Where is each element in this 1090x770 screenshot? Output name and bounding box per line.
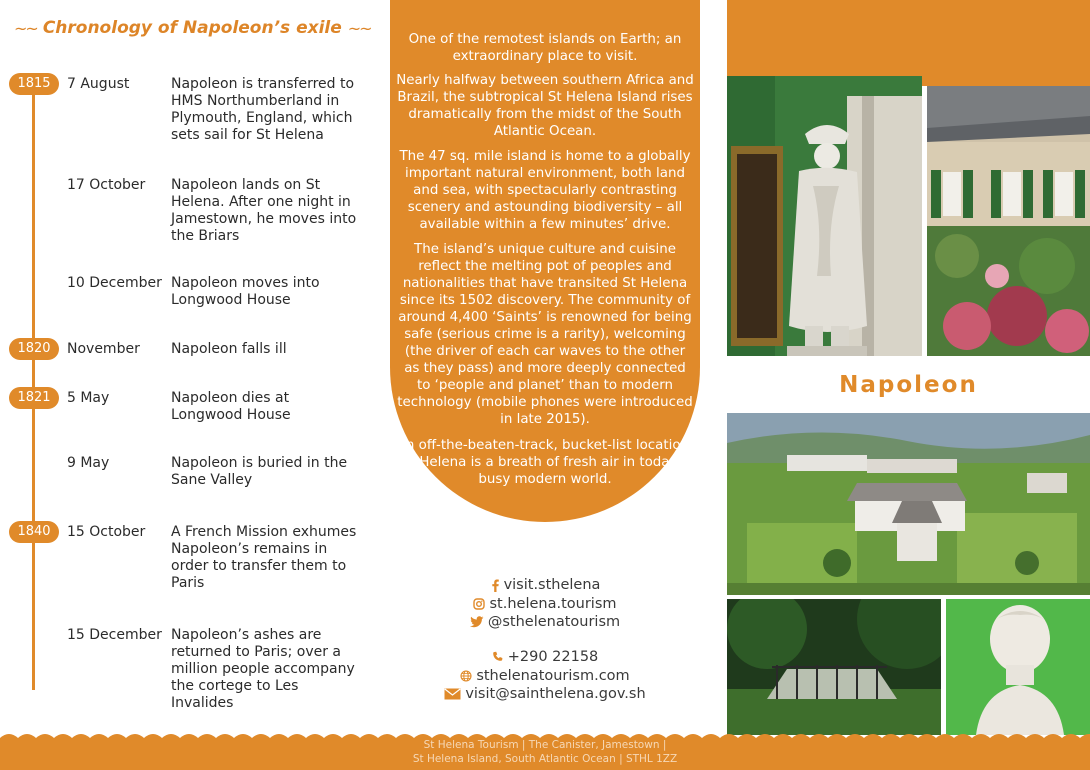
instagram-link[interactable] [390,595,700,614]
instagram-icon [473,598,485,610]
wave-ornament-left: ~~ [14,18,37,38]
year-badge: 1815 [9,73,59,95]
year-badge: 1821 [9,387,59,409]
footer-line-1: St Helena Tourism | The Canister, Jamestown | [423,739,667,751]
tomb-photo [727,599,941,735]
longwood-aerial-photo [727,413,1090,595]
year-badge: 1840 [9,521,59,543]
entry-description: A French Mission exhumes Napoleon’s remains in order to transfer them to Paris [171,524,357,591]
intro-paragraph: Nearly halfway between southern Africa and Brazil, the subtropical St Helena Island rises dramatically from the midst of the South Atlantic Ocean. [396,73,694,139]
intro-paragraph: The island’s unique culture and cuisine reflect the melting pot of peoples and nationalities that have transited St Helena since its 1502 discovery. The community of around 4,400 ‘Saints’ is renowned for being safe (serious crime is a rarity), welcoming (the driver of each car waves to the other as they pass) and more deeply connected to ‘people and planet’ than to modern technology (mobile phones were introduced in late 2015). [397,242,693,427]
entry-date: 7 August [67,76,130,92]
facebook-link[interactable] [390,576,700,595]
phone-number: +290 22158 [507,649,599,665]
phone-link[interactable] [390,648,700,667]
entry-date: 15 December [67,627,162,643]
intro-paragraph: The 47 sq. mile island is home to a globally important natural environment, both land and sea, with spectacularly contrasting scenery and astounding biodiversity – all available within a few minutes’ drive. [399,149,691,232]
napoleon-bust-photo [946,599,1090,735]
orange-header-band [727,0,1090,86]
twitter-icon [470,616,484,628]
phone-icon [492,651,504,663]
footer-address [0,738,1090,766]
wave-ornament-right: ~~ [347,18,371,38]
chronology-heading [14,18,371,38]
website-link[interactable] [390,667,700,686]
facebook-handle: visit.sthelena [503,577,601,593]
entry-description: Napoleon is transferred to HMS Northumberland in Plymouth, England, which sets sail for St Helena [171,76,355,143]
chronology-title: Chronology of Napoleon’s exile [42,18,342,38]
contact-info [390,648,700,704]
facebook-icon [490,579,500,592]
email-icon [444,688,461,700]
social-links [390,576,700,632]
entry-description: Napoleon is buried in the Sane Valley [171,455,348,488]
entry-description: Napoleon moves into Longwood House [171,275,320,308]
napoleon-statue-photo [727,76,922,356]
email-address: visit@sainthelena.gov.sh [465,686,646,702]
page-title: Napoleon [839,372,978,398]
entry-date: 10 December [67,275,162,291]
entry-description: Napoleon lands on St Helena. After one night in Jamestown, he moves into the Briars [171,177,357,244]
email-link[interactable] [390,685,700,704]
entry-date: 15 October [67,524,146,540]
twitter-handle: @sthelenatourism [487,614,621,630]
entry-date: 5 May [67,390,110,406]
instagram-handle: st.helena.tourism [489,595,617,612]
year-badge: 1820 [9,338,59,360]
footer-line-2: St Helena Island, South Atlantic Ocean | STHL 1ZZ [412,753,678,765]
intro-paragraph: One of the remotest islands on Earth; an extraordinary place to visit. [408,32,682,64]
entry-description: Napoleon falls ill [171,341,287,357]
entry-date: 17 October [67,177,146,193]
entry-description: Napoleon dies at Longwood House [171,390,291,423]
twitter-link[interactable] [390,613,700,632]
entry-date: 9 May [67,455,110,471]
website-url: sthelenatourism.com [476,667,630,684]
longwood-house-photo [927,86,1090,356]
entry-description: Napoleon’s ashes are returned to Paris; over a million people accompany the cortege to Les Invalides [171,627,355,711]
entry-date: November [67,341,140,357]
globe-icon [460,670,472,682]
intro-paragraph: An off-the-beaten-track, bucket-list location, St Helena is a breath of fresh air in today’s busy modern world. [396,438,694,487]
